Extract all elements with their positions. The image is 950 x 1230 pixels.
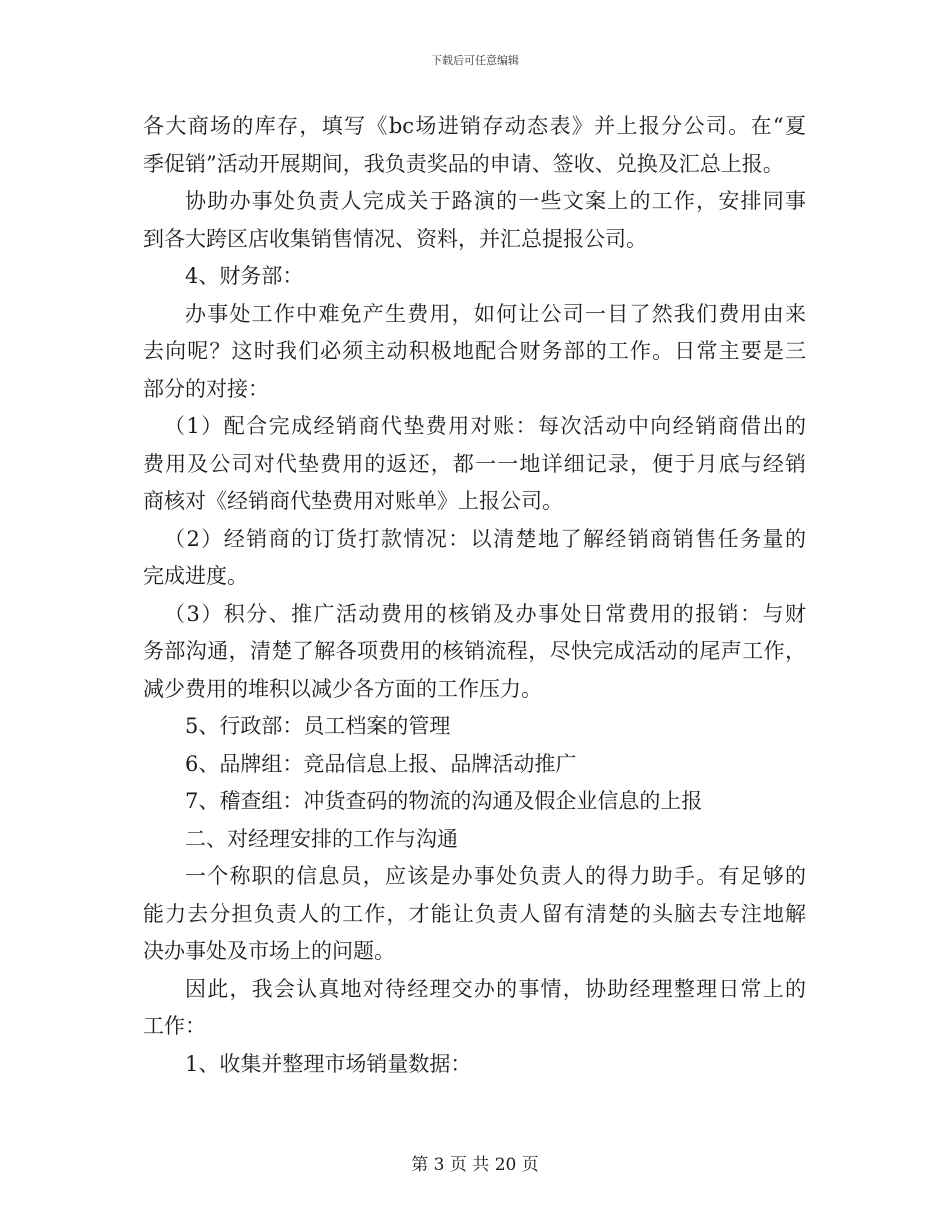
text-line: 办事处工作中难免产生费用，如何让公司一目了然我们费用由来 <box>185 301 806 326</box>
text-line: 减少费用的堆积以减少各方面的工作压力。 <box>143 676 542 701</box>
paragraph <box>143 971 806 1046</box>
text-line: 到各大跨区店收集销售情况、资料，并汇总提报公司。 <box>143 226 647 251</box>
paragraph <box>143 108 806 183</box>
list-item <box>143 596 806 709</box>
page-number-footer: 第 3 页 共 20 页 <box>411 1155 539 1175</box>
text-line: 决办事处及市场上的问题。 <box>143 939 395 963</box>
text-line: 完成进度。 <box>143 564 248 588</box>
section-heading <box>143 1046 806 1084</box>
text-line: 一个称职的信息员，应该是办事处负责人的得力助手。有足够的 <box>185 864 806 888</box>
text-line: 6、品牌组：竞品信息上报、品牌活动推广 <box>185 751 577 776</box>
text-line: 各大商场的库存，填写《bc场进销存动态表》并上报分公司。在“夏 <box>143 114 806 138</box>
paragraph <box>143 858 806 971</box>
text-line: 部分的对接： <box>143 376 269 401</box>
text-line: 1、收集并整理市场销量数据： <box>185 1051 472 1076</box>
section-heading <box>143 783 806 821</box>
text-line: 费用及公司对代垫费用的返还，都一一地详细记录，便于月底与经销 <box>143 451 806 476</box>
paragraph <box>143 183 806 258</box>
section-heading <box>143 821 806 859</box>
section-heading <box>143 708 806 746</box>
text-line: 5、行政部：员工档案的管理 <box>185 714 451 738</box>
text-line: （1）配合完成经销商代垫费用对账：每次活动中向经销商借出的 <box>164 414 806 438</box>
text-line: （3）积分、推广活动费用的核销及办事处日常费用的报销：与财 <box>164 601 806 626</box>
text-line: 去向呢？这时我们必须主动积极地配合财务部的工作。日常主要是三 <box>143 339 806 363</box>
text-line: （2）经销商的订货打款情况：以清楚地了解经销商销售任务量的 <box>164 526 806 551</box>
text-line: 务部沟通，清楚了解各项费用的核销流程，尽快完成活动的尾声工作， <box>143 639 806 663</box>
list-item <box>143 408 806 521</box>
text-line: 二、对经理安排的工作与沟通 <box>185 826 458 851</box>
paragraph <box>143 296 806 409</box>
text-line: 季促销”活动开展期间，我负责奖品的申请、签收、兑换及汇总上报。 <box>143 151 784 176</box>
text-line: 4、财务部： <box>185 264 304 288</box>
text-line: 协助办事处负责人完成关于路演的一些文案上的工作，安排同事 <box>185 189 806 213</box>
text-line: 因此，我会认真地对待经理交办的事情，协助经理整理日常上的 <box>185 976 806 1001</box>
text-line: 能力去分担负责人的工作，才能让负责人留有清楚的头脑去专注地解 <box>143 901 806 926</box>
text-line: 商核对《经销商代垫费用对账单》上报公司。 <box>143 489 563 513</box>
section-heading <box>143 258 806 296</box>
page-header-note: 下载后可任意编辑 <box>431 54 519 67</box>
text-line: 7、稽查组：冲货查码的物流的沟通及假企业信息的上报 <box>185 789 703 813</box>
list-item <box>143 521 806 596</box>
text-line: 工作： <box>143 1014 206 1038</box>
document-body <box>143 108 806 1083</box>
section-heading <box>143 746 806 784</box>
